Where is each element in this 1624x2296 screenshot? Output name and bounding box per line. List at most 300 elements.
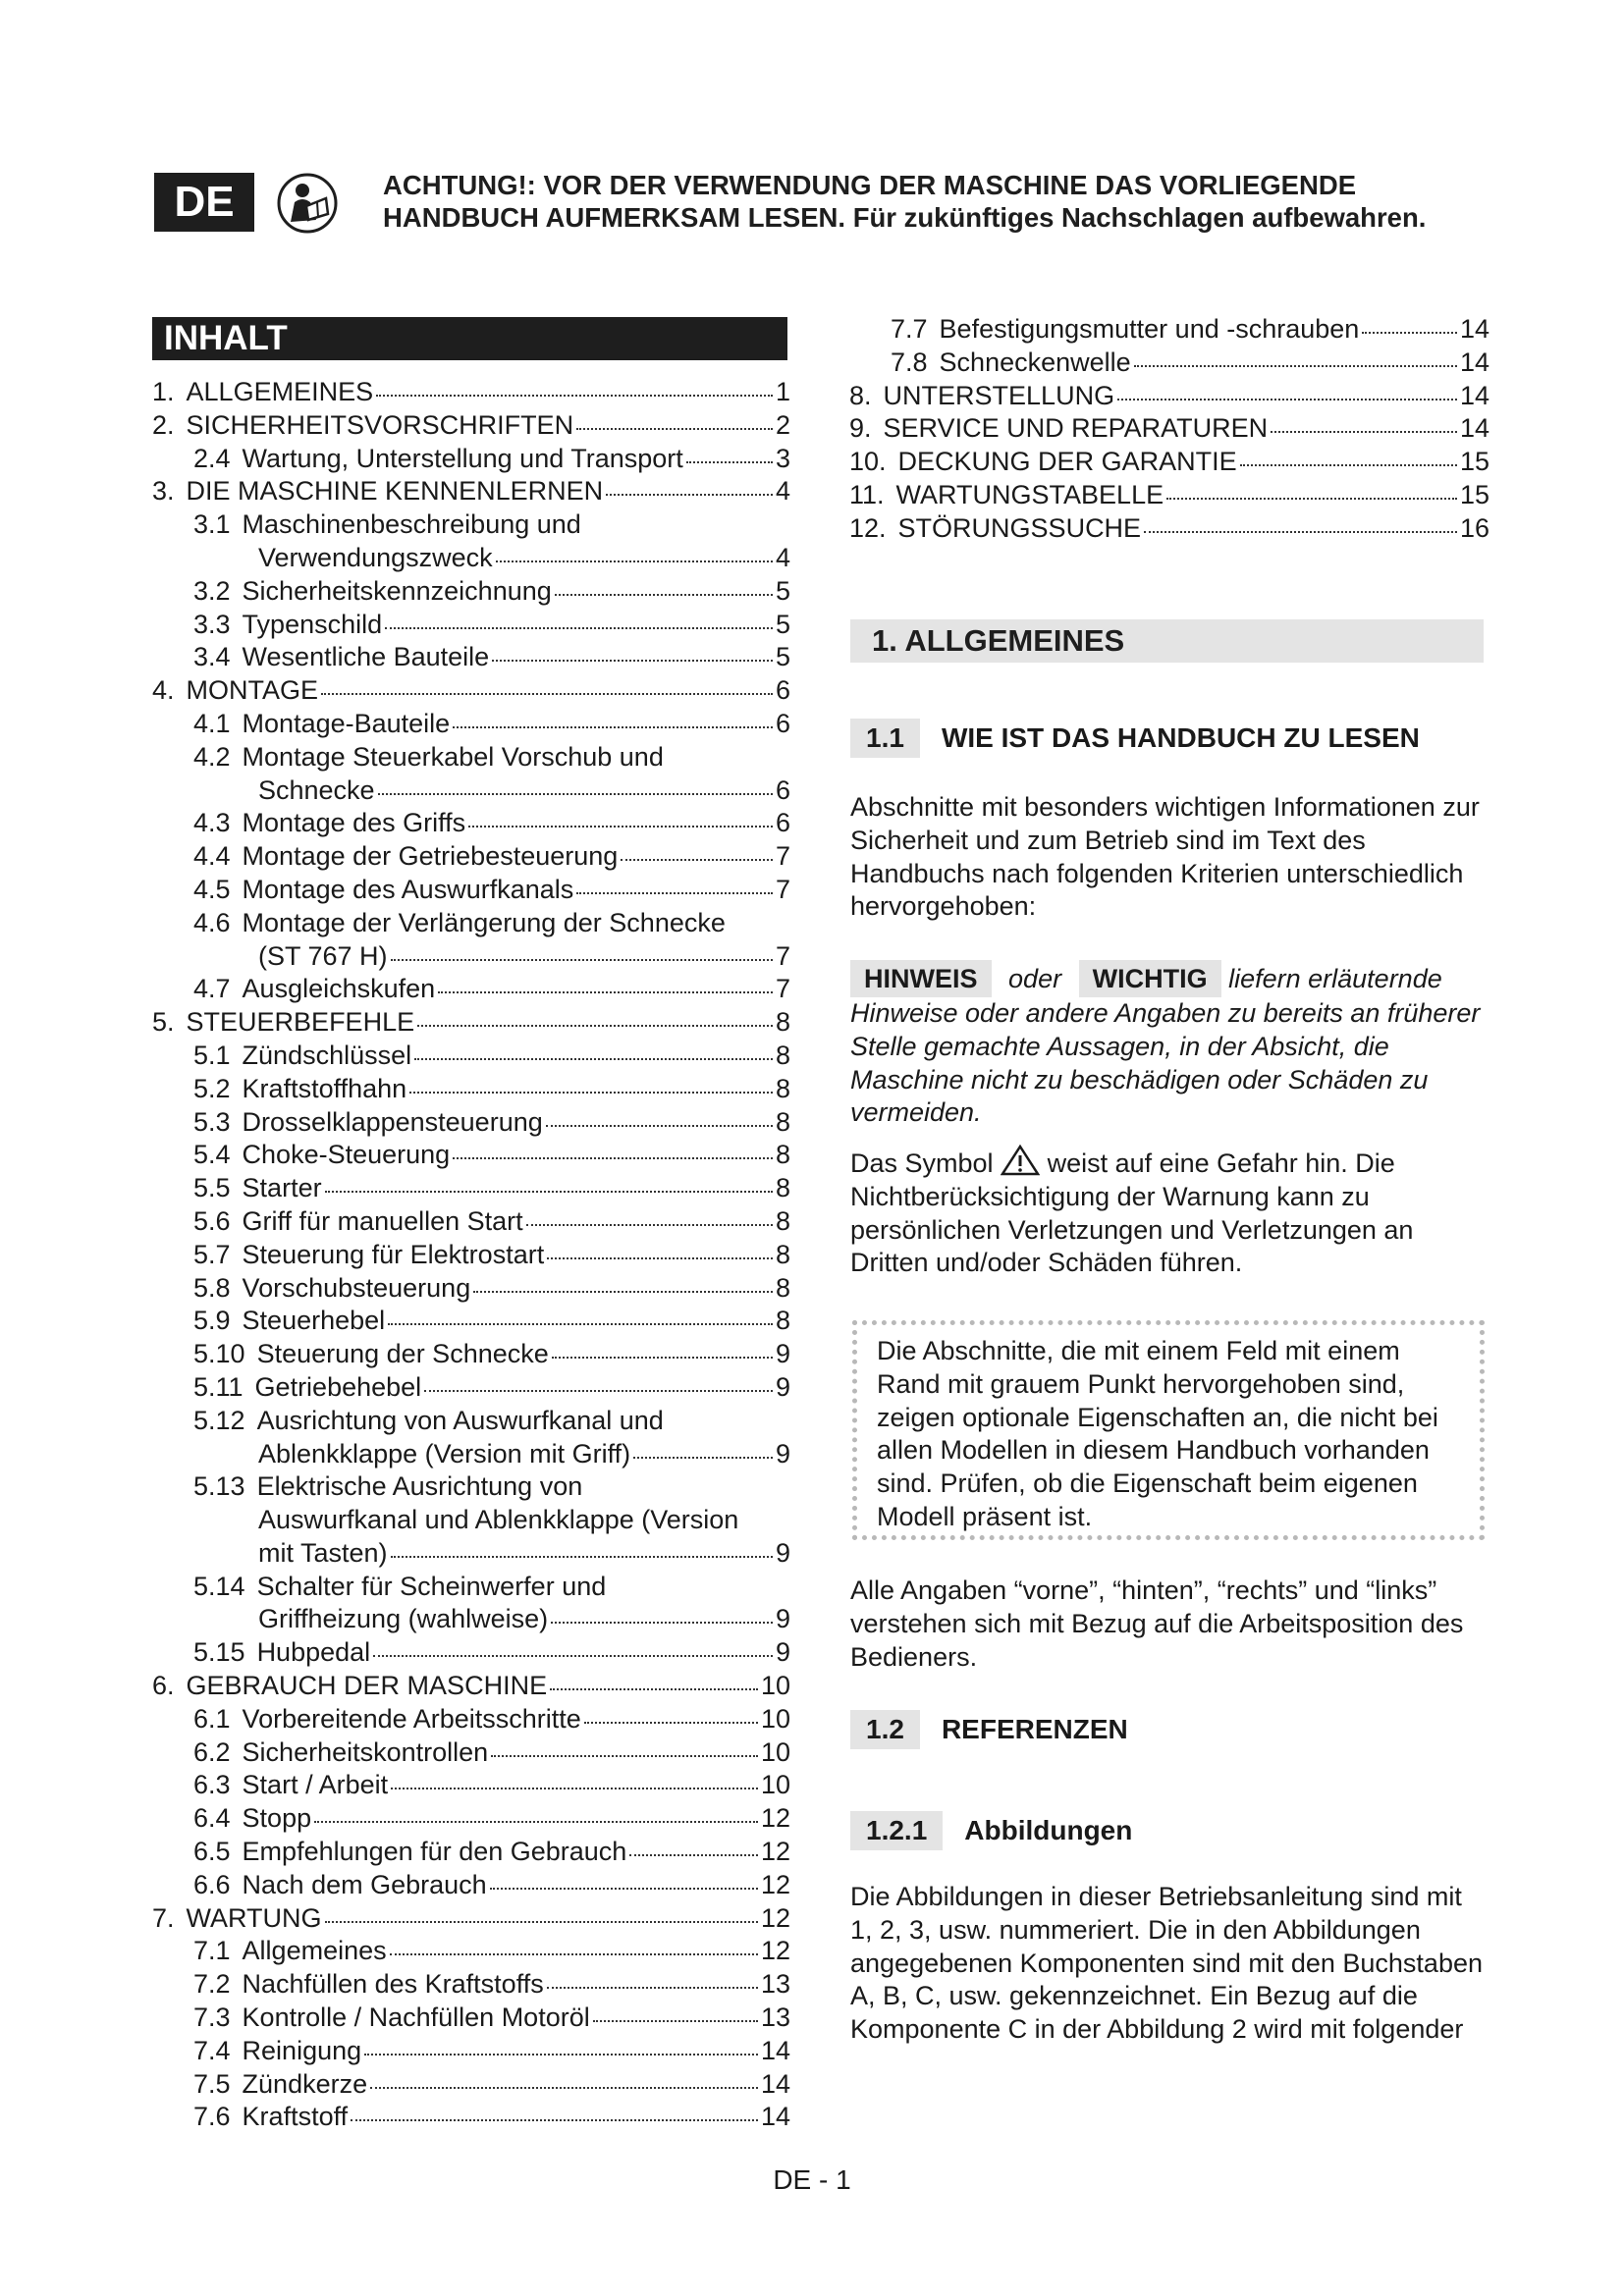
toc-entry-title: ALLGEMEINES <box>186 377 374 406</box>
toc-entry-title: Wesentliche Bauteile <box>242 642 490 672</box>
toc-entry-number: 6.2 <box>193 1736 231 1767</box>
toc-entry-title: Empfehlungen für den Gebrauch <box>242 1837 627 1867</box>
toc-entry-page: 14 <box>1459 314 1489 344</box>
toc-entry-title: STEUERBEFEHLE <box>186 1007 415 1038</box>
toc-entry-number: 7.5 <box>193 2068 231 2099</box>
toc-entry-number: 6.3 <box>193 1770 231 1800</box>
subsection-number: 1.1 <box>850 719 920 758</box>
toc-entry <box>152 1073 790 1106</box>
toc-entry-page: 8 <box>775 1205 790 1236</box>
toc-entry <box>152 1836 790 1869</box>
toc-entry-title: Stopp <box>242 1803 312 1834</box>
subsection-1-2-heading <box>850 1710 1128 1749</box>
toc-entry <box>152 973 790 1006</box>
toc-entry-page: 7 <box>775 974 790 1004</box>
toc-entry-title: Griffheizung (wahlweise) <box>258 1604 549 1634</box>
toc-entry <box>152 1537 790 1571</box>
toc-entry-title: Kontrolle / Nachfüllen Motoröl <box>242 2002 590 2033</box>
toc-entry-number: 7.6 <box>193 2102 231 2132</box>
toc-entry-number: 5.3 <box>193 1106 231 1137</box>
toc-entry-title: Steuerhebel <box>242 1306 386 1336</box>
toc-entry <box>152 1504 790 1537</box>
toc-entry-title: Befestigungsmutter und -schrauben <box>939 314 1360 344</box>
toc-entry <box>152 609 790 642</box>
toc-entry-page: 8 <box>775 1140 790 1170</box>
toc-leader-dots <box>325 1191 773 1193</box>
toc-entry <box>152 1670 790 1703</box>
subsection-title: Abbildungen <box>964 1815 1133 1845</box>
toc-entry-title: Sicherheitskontrollen <box>242 1736 489 1767</box>
toc-leader-dots <box>385 627 773 629</box>
toc-entry-page: 10 <box>760 1770 790 1800</box>
toc-entry-title: Allgemeines <box>242 1936 387 1966</box>
toc-leader-dots <box>633 1457 773 1459</box>
toc-entry-number: 5. <box>152 1007 175 1038</box>
toc-entry-title: Schneckenwelle <box>939 347 1131 377</box>
toc-leader-dots <box>555 594 773 596</box>
figures-paragraph: Die Abbildungen in dieser Betriebsanleitung sind mit 1, 2, 3, usw. nummeriert. Die in den Abbildungen angegebenen Komponenten sind mit den Buchstaben A, B, C, usw. gekennzeichnet. Ein Bezug auf die Komponente C in der Abbildung 2 wird mit folgender <box>850 1882 1483 2045</box>
page-number: DE - 1 <box>773 2164 851 2195</box>
toc-leader-dots <box>438 991 773 993</box>
toc-entry-title: Ablenkklappe (Version mit Griff) <box>258 1438 631 1468</box>
toc-entry-title: WARTUNGSTABELLE <box>895 479 1164 509</box>
toc-entry-number: 4. <box>152 675 175 706</box>
toc-leader-dots <box>547 1987 758 1989</box>
toc-entry-number: 5.8 <box>193 1272 231 1303</box>
toc-entry-title: Starter <box>242 1173 322 1203</box>
toc-entry-title: GEBRAUCH DER MASCHINE <box>186 1671 548 1701</box>
toc-entry-title: Montage des Griffs <box>242 808 466 838</box>
toc-entry-page: 9 <box>775 1604 790 1634</box>
toc-entry-number: 4.1 <box>193 708 231 738</box>
toc-entry-page: 9 <box>775 1537 790 1568</box>
toc-leader-dots <box>496 561 773 562</box>
toc-entry-number: 7.7 <box>891 314 928 344</box>
toc-leader-dots <box>373 1655 773 1657</box>
toc-entry-number: 4.5 <box>193 874 231 904</box>
toc-leader-dots <box>388 1323 773 1325</box>
optional-features-text: Die Abschnitte, die mit einem Feld mit einem Rand mit grauem Punkt hervorgehoben sind, zeigen optionale Eigenschaften an, die nicht bei allen Modellen in diesem Handbuch vorhanden sind. Prüfen, ob die Eigenschaft beim eigenen Modell präsent ist. <box>877 1336 1438 1531</box>
toc-entry-page: 14 <box>1459 380 1489 410</box>
toc-entry-page: 13 <box>760 1969 790 2000</box>
subsection-1-1-heading <box>850 719 1420 758</box>
toc-leader-dots <box>1166 498 1457 500</box>
toc-entry-title: Zündkerze <box>242 2068 368 2099</box>
toc-entry-number: 5.5 <box>193 1173 231 1203</box>
subsection-title: REFERENZEN <box>941 1714 1128 1744</box>
toc-leader-dots <box>1117 399 1457 400</box>
subsection-number: 1.2 <box>850 1710 920 1749</box>
toc-entry-title: Typenschild <box>242 609 383 639</box>
toc-entry-title: Vorschubsteuerung <box>242 1272 471 1303</box>
toc-leader-dots <box>621 859 773 861</box>
oder-word: oder <box>1008 964 1062 993</box>
toc-entry <box>152 2068 790 2102</box>
toc-entry-page: 14 <box>1459 347 1489 377</box>
toc-leader-dots <box>321 693 773 695</box>
toc-entry <box>152 1935 790 1968</box>
toc-leader-dots <box>314 1821 758 1823</box>
toc-entry-number: 5.9 <box>193 1306 231 1336</box>
toc-entry-page: 10 <box>760 1671 790 1701</box>
toc-right-column <box>849 313 1489 546</box>
toc-entry <box>152 1338 790 1371</box>
toc-entry <box>152 443 790 476</box>
toc-entry-page: 4 <box>775 476 790 507</box>
toc-entry-number: 9. <box>849 413 872 444</box>
toc-entry-page: 3 <box>775 443 790 473</box>
toc-entry <box>152 1040 790 1073</box>
toc-entry-number: 3. <box>152 476 175 507</box>
toc-entry-page: 8 <box>775 1106 790 1137</box>
toc-leader-dots <box>606 494 773 496</box>
toc-entry-number: 5.15 <box>193 1637 245 1668</box>
toc-leader-dots <box>453 726 773 728</box>
toc-entry-number: 5.12 <box>193 1405 245 1435</box>
toc-entry <box>152 1902 790 1936</box>
toc-entry-number: 2.4 <box>193 443 231 473</box>
toc-entry-number: 5.6 <box>193 1205 231 1236</box>
toc-entry <box>152 1470 790 1504</box>
toc-entry-page: 2 <box>775 409 790 440</box>
toc-leader-dots <box>491 1755 758 1757</box>
toc-entry-page: 9 <box>775 1371 790 1402</box>
toc-entry-number: 5.7 <box>193 1239 231 1269</box>
toc-entry-number: 7.4 <box>193 2035 231 2065</box>
toc-entry-number: 4.6 <box>193 907 231 937</box>
toc-entry <box>152 1106 790 1140</box>
toc-entry-page: 8 <box>775 1073 790 1103</box>
toc-leader-dots <box>1271 431 1457 433</box>
toc-entry-title: Kraftstoff <box>242 2102 349 2132</box>
toc-entry-page: 14 <box>1459 413 1489 444</box>
toc-entry-page: 9 <box>775 1438 790 1468</box>
subsection-title: WIE IST DAS HANDBUCH ZU LESEN <box>941 722 1420 753</box>
warning-header <box>383 169 1512 234</box>
toc-leader-dots <box>686 461 773 463</box>
subsection-1-2-1-heading <box>850 1811 1132 1850</box>
toc-entry <box>152 1239 790 1272</box>
toc-entry-number: 7. <box>152 1902 175 1933</box>
toc-leader-dots <box>552 1357 773 1359</box>
symbol-text-pre: Das Symbol <box>850 1148 994 1178</box>
toc-entry-title: Montage der Getriebesteuerung <box>242 841 619 872</box>
toc-entry <box>152 1172 790 1205</box>
toc-entry-page: 7 <box>775 940 790 971</box>
toc-leader-dots <box>584 1722 758 1724</box>
toc-entry <box>152 641 790 674</box>
toc-entry-number: 7.8 <box>891 347 928 377</box>
toc-entry-number: 5.4 <box>193 1140 231 1170</box>
toc-entry-title: Montage der Verlängerung der Schnecke <box>242 907 726 937</box>
toc-entry-title: Drosselklappensteuerung <box>242 1106 543 1137</box>
toc-entry-title: UNTERSTELLUNG <box>883 380 1115 410</box>
toc-entry-page: 12 <box>760 1837 790 1867</box>
toc-entry-page: 6 <box>775 708 790 738</box>
toc-entry-title: Hubpedal <box>256 1637 371 1668</box>
toc-entry <box>849 412 1489 446</box>
toc-entry <box>152 1305 790 1338</box>
toc-entry-number: 6.6 <box>193 1869 231 1899</box>
toc-entry-page: 6 <box>775 808 790 838</box>
toc-entry-page: 8 <box>775 1306 790 1336</box>
toc-entry-title: Montage-Bauteile <box>242 708 451 738</box>
hinweis-text: liefern erläuternde Hinweise oder andere Angaben zu bereits an früherer Stelle gemachte Aussagen, in der Absicht, die Maschine nicht zu beschädigen oder Schäden zu vermeiden. <box>850 964 1481 1128</box>
toc-entry <box>152 1371 790 1405</box>
toc-leader-dots <box>424 1390 773 1392</box>
toc-entry <box>152 1139 790 1172</box>
toc-leader-dots <box>414 1058 773 1060</box>
toc-entry-number: 10. <box>849 447 887 477</box>
toc-leader-dots <box>526 1224 773 1226</box>
toc-entry <box>152 674 790 708</box>
subsection-number: 1.2.1 <box>850 1811 943 1850</box>
toc-leader-dots <box>576 892 773 894</box>
toc-entry <box>152 409 790 443</box>
toc-leader-dots <box>351 2119 758 2121</box>
toc-left-column <box>152 376 790 2134</box>
toc-leader-dots <box>492 660 773 662</box>
toc-entry <box>152 475 790 508</box>
toc-entry-number: 5.1 <box>193 1040 231 1070</box>
intro-paragraph: Abschnitte mit besonders wichtigen Informationen zur Sicherheit und zum Betrieb sind im Text des Handbuchs nach folgenden Kriterien unterschiedlich hervorgehoben: <box>850 792 1480 922</box>
toc-entry <box>152 1272 790 1306</box>
toc-entry <box>152 774 790 808</box>
toc-entry-title: Maschinenbeschreibung und <box>242 509 581 540</box>
toc-leader-dots <box>490 1888 758 1890</box>
toc-entry-number: 11. <box>849 479 885 509</box>
toc-entry-number: 7.1 <box>193 1936 231 1966</box>
toc-entry-page: 7 <box>775 841 790 872</box>
warning-line-1: ACHTUNG!: VOR DER VERWENDUNG DER MASCHINE DAS VORLIEGENDE <box>383 170 1357 200</box>
toc-entry-number: 6.1 <box>193 1703 231 1734</box>
toc-entry-page: 13 <box>760 2002 790 2033</box>
toc-entry-page: 7 <box>775 874 790 904</box>
warning-triangle-icon <box>1001 1145 1040 1176</box>
toc-entry-title: Ausgleichskufen <box>242 974 436 1004</box>
toc-entry-number: 6.4 <box>193 1803 231 1834</box>
toc-entry-number: 7.3 <box>193 2002 231 2033</box>
toc-entry-number: 4.7 <box>193 974 231 1004</box>
toc-entry-number: 3.4 <box>193 642 231 672</box>
toc-entry-page: 9 <box>775 1637 790 1668</box>
toc-leader-dots <box>391 1556 773 1558</box>
toc-entry <box>152 376 790 409</box>
toc-entry-title: Steuerung der Schnecke <box>256 1339 549 1369</box>
toc-leader-dots <box>391 959 773 961</box>
toc-entry-title: mit Tasten) <box>258 1537 388 1568</box>
toc-entry-title: Kraftstoffhahn <box>242 1073 407 1103</box>
section-title: 1. ALLGEMEINES <box>850 619 1484 663</box>
toc-leader-dots <box>364 2054 758 2056</box>
toc-entry-title: Schnecke <box>258 774 375 805</box>
toc-leader-dots <box>546 1125 773 1127</box>
toc-entry <box>152 2002 790 2035</box>
toc-entry-title: Griff für manuellen Start <box>242 1205 523 1236</box>
toc-leader-dots <box>325 1921 758 1923</box>
toc-entry <box>849 512 1489 546</box>
toc-entry <box>152 807 790 840</box>
toc-entry-title: WARTUNG <box>186 1902 322 1933</box>
toc-entry-title: MONTAGE <box>186 675 319 706</box>
directions-paragraph: Alle Angaben “vorne”, “hinten”, “rechts” und “links” verstehen sich mit Bezug auf die Arbeitsposition des Bedieners. <box>850 1575 1464 1672</box>
toc-leader-dots <box>550 1688 758 1690</box>
toc-entry-number: 4.3 <box>193 808 231 838</box>
toc-entry <box>152 1571 790 1604</box>
toc-leader-dots <box>551 1622 773 1624</box>
toc-entry <box>152 575 790 609</box>
toc-entry-title: Zündschlüssel <box>242 1040 412 1070</box>
toc-leader-dots <box>391 1788 758 1789</box>
toc-entry-title: Vorbereitende Arbeitsschritte <box>242 1703 581 1734</box>
toc-entry-page: 1 <box>775 377 790 406</box>
toc-entry <box>849 446 1489 479</box>
hinweis-tag: HINWEIS <box>850 960 992 997</box>
toc-entry-page: 14 <box>760 2068 790 2099</box>
toc-entry-title: Reinigung <box>242 2035 362 2065</box>
toc-entry-title: Wartung, Unterstellung und Transport <box>242 443 683 473</box>
toc-entry-page: 9 <box>775 1339 790 1369</box>
toc-entry-number: 6.5 <box>193 1837 231 1867</box>
toc-entry-title: Verwendungszweck <box>258 542 493 572</box>
toc-entry-title: Montage Steuerkabel Vorschub und <box>242 741 664 772</box>
toc-entry <box>152 840 790 874</box>
toc-entry-page: 15 <box>1459 447 1489 477</box>
toc-entry-number: 8. <box>849 380 872 410</box>
toc-entry-number: 1. <box>152 377 175 406</box>
toc-entry-number: 12. <box>849 512 887 543</box>
toc-entry-number: 3.3 <box>193 609 231 639</box>
toc-entry <box>152 2035 790 2068</box>
toc-entry-number: 4.4 <box>193 841 231 872</box>
toc-entry <box>849 380 1489 413</box>
toc-leader-dots <box>376 395 773 397</box>
toc-entry-page: 8 <box>775 1007 790 1038</box>
toc-title: INHALT <box>152 317 787 360</box>
toc-entry <box>152 1968 790 2002</box>
toc-leader-dots <box>593 2020 758 2022</box>
toc-entry-title: Ausrichtung von Auswurfkanal und <box>256 1405 664 1435</box>
toc-entry-title: Nachfüllen des Kraftstoffs <box>242 1969 544 2000</box>
toc-entry-page: 14 <box>760 2035 790 2065</box>
toc-entry-page: 14 <box>760 2102 790 2132</box>
toc-entry-title: Sicherheitskennzeichnung <box>242 575 552 606</box>
toc-entry-title: Choke-Steuerung <box>242 1140 451 1170</box>
toc-entry-page: 12 <box>760 1936 790 1966</box>
toc-entry <box>152 1006 790 1040</box>
toc-entry-title: SERVICE UND REPARATUREN <box>883 413 1269 444</box>
toc-entry-title: Steuerung für Elektrostart <box>242 1239 545 1269</box>
toc-entry-number: 4.2 <box>193 741 231 772</box>
optional-features-box <box>852 1320 1485 1540</box>
toc-entry <box>152 542 790 575</box>
toc-entry-page: 5 <box>775 609 790 639</box>
warning-line-2: HANDBUCH AUFMERKSAM LESEN. Für zukünftiges Nachschlagen aufbewahren. <box>383 202 1427 233</box>
toc-leader-dots <box>390 1953 758 1955</box>
symbol-text-post: weist auf eine Gefahr hin. Die Nichtberücksichtigung der Warnung kann zu persönlichen Verletzungen und Verletzungen an Dritten und/oder Schäden führen. <box>850 1148 1414 1278</box>
toc-leader-dots <box>473 1291 773 1293</box>
toc-leader-dots <box>1362 332 1457 334</box>
toc-leader-dots <box>453 1157 773 1159</box>
toc-entry <box>152 1802 790 1836</box>
toc-entry-title: (ST 767 H) <box>258 940 388 971</box>
toc-entry <box>152 874 790 907</box>
toc-entry-page: 16 <box>1459 512 1489 543</box>
toc-entry-page: 5 <box>775 575 790 606</box>
toc-entry <box>152 1438 790 1471</box>
toc-entry <box>152 1769 790 1802</box>
toc-entry <box>849 479 1489 512</box>
toc-entry-page: 12 <box>760 1803 790 1834</box>
toc-entry-page: 4 <box>775 542 790 572</box>
toc-leader-dots <box>1144 531 1457 533</box>
toc-leader-dots <box>378 793 773 795</box>
toc-entry <box>152 1205 790 1239</box>
toc-entry-page: 5 <box>775 642 790 672</box>
toc-entry-page: 8 <box>775 1040 790 1070</box>
toc-leader-dots <box>468 826 773 828</box>
language-badge: DE <box>154 173 254 232</box>
toc-leader-dots <box>417 1025 773 1027</box>
toc-entry <box>152 2101 790 2134</box>
toc-entry-title: Montage des Auswurfkanals <box>242 874 574 904</box>
toc-entry-number: 7.2 <box>193 1969 231 2000</box>
toc-entry-number: 6. <box>152 1671 175 1701</box>
toc-entry <box>152 1405 790 1438</box>
toc-entry-title: Auswurfkanal und Ablenkklappe (Version <box>258 1505 739 1535</box>
toc-entry-number: 5.13 <box>193 1471 245 1502</box>
toc-entry-number: 5.2 <box>193 1073 231 1103</box>
toc-leader-dots <box>629 1854 758 1856</box>
toc-entry <box>152 907 790 940</box>
toc-leader-dots <box>409 1092 773 1094</box>
toc-entry-number: 5.11 <box>193 1371 244 1402</box>
toc-entry <box>152 508 790 542</box>
toc-entry <box>152 1703 790 1736</box>
hinweis-paragraph <box>850 960 1489 1130</box>
toc-entry-title: DECKUNG DER GARANTIE <box>897 447 1237 477</box>
toc-entry <box>152 1869 790 1902</box>
toc-entry-page: 8 <box>775 1173 790 1203</box>
toc-entry-number: 5.10 <box>193 1339 245 1369</box>
toc-entry-page: 12 <box>760 1902 790 1933</box>
toc-entry <box>152 741 790 774</box>
toc-entry <box>152 1636 790 1670</box>
toc-entry-title: Elektrische Ausrichtung von <box>256 1471 583 1502</box>
read-manual-icon <box>277 173 338 234</box>
toc-entry-page: 8 <box>775 1239 790 1269</box>
toc-entry-title: Start / Arbeit <box>242 1770 389 1800</box>
toc-entry <box>152 940 790 974</box>
toc-entry-title: STÖRUNGSSUCHE <box>897 512 1142 543</box>
toc-leader-dots <box>547 1257 773 1259</box>
toc-entry-page: 6 <box>775 675 790 706</box>
toc-entry <box>152 1603 790 1636</box>
toc-entry-title: SICHERHEITSVORSCHRIFTEN <box>186 409 574 440</box>
toc-entry-page: 10 <box>760 1703 790 1734</box>
toc-entry-number: 3.2 <box>193 575 231 606</box>
toc-entry <box>152 1736 790 1770</box>
toc-entry-page: 12 <box>760 1869 790 1899</box>
toc-entry <box>849 313 1489 347</box>
toc-entry-number: 3.1 <box>193 509 231 540</box>
toc-entry-page: 15 <box>1459 479 1489 509</box>
wichtig-tag: WICHTIG <box>1079 960 1221 997</box>
toc-entry <box>849 347 1489 380</box>
toc-entry-title: Nach dem Gebrauch <box>242 1869 487 1899</box>
toc-leader-dots <box>370 2087 758 2089</box>
toc-leader-dots <box>1240 464 1457 466</box>
